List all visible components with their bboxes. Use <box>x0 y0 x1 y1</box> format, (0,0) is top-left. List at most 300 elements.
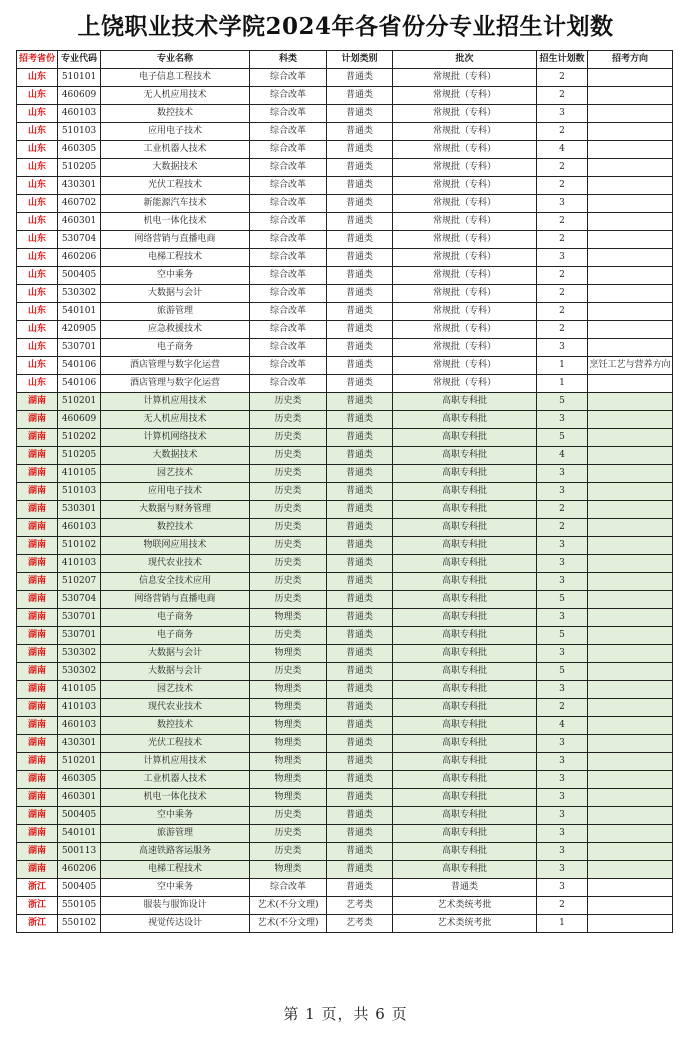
major-name-cell: 电梯工程技术 <box>101 861 250 879</box>
direction-cell <box>588 87 673 105</box>
plan-type-cell: 普通类 <box>327 519 393 537</box>
batch-cell: 高职专科批 <box>393 465 537 483</box>
code-cell: 460305 <box>58 771 101 789</box>
batch-cell: 常规批（专科） <box>393 339 537 357</box>
code-cell: 430301 <box>58 735 101 753</box>
subject-cell: 综合改革 <box>250 357 327 375</box>
count-cell: 3 <box>537 483 588 501</box>
table-row <box>17 339 673 357</box>
batch-cell: 普通类 <box>393 879 537 897</box>
batch-cell: 艺术类统考批 <box>393 915 537 933</box>
major-name-cell: 光伏工程技术 <box>101 177 250 195</box>
plan-type-cell: 艺考类 <box>327 897 393 915</box>
direction-cell <box>588 105 673 123</box>
batch-cell: 常规批（专科） <box>393 87 537 105</box>
code-cell: 460206 <box>58 249 101 267</box>
direction-cell <box>588 897 673 915</box>
batch-cell: 高职专科批 <box>393 663 537 681</box>
count-cell: 2 <box>537 87 588 105</box>
province-cell: 浙江 <box>17 897 58 915</box>
direction-cell <box>588 537 673 555</box>
code-cell: 510103 <box>58 483 101 501</box>
code-cell: 530701 <box>58 609 101 627</box>
count-cell: 3 <box>537 861 588 879</box>
code-cell: 550105 <box>58 897 101 915</box>
province-cell: 山东 <box>17 195 58 213</box>
code-cell: 460702 <box>58 195 101 213</box>
province-cell: 湖南 <box>17 519 58 537</box>
subject-cell: 历史类 <box>250 591 327 609</box>
major-name-cell: 电梯工程技术 <box>101 249 250 267</box>
major-name-cell: 园艺技术 <box>101 465 250 483</box>
plan-type-cell: 普通类 <box>327 465 393 483</box>
subject-cell: 物理类 <box>250 861 327 879</box>
code-cell: 540101 <box>58 303 101 321</box>
plan-type-cell: 普通类 <box>327 447 393 465</box>
table-row <box>17 69 673 87</box>
count-cell: 5 <box>537 627 588 645</box>
major-name-cell: 旅游管理 <box>101 825 250 843</box>
major-name-cell: 空中乘务 <box>101 879 250 897</box>
direction-cell <box>588 753 673 771</box>
table-header-row <box>17 51 673 69</box>
code-cell: 420905 <box>58 321 101 339</box>
direction-cell <box>588 825 673 843</box>
plan-type-cell: 普通类 <box>327 231 393 249</box>
code-cell: 530701 <box>58 627 101 645</box>
batch-cell: 高职专科批 <box>393 429 537 447</box>
count-cell: 3 <box>537 843 588 861</box>
province-cell: 湖南 <box>17 753 58 771</box>
plan-type-cell: 普通类 <box>327 735 393 753</box>
major-name-cell: 应急救援技术 <box>101 321 250 339</box>
count-cell: 2 <box>537 285 588 303</box>
table-row <box>17 627 673 645</box>
province-cell: 湖南 <box>17 573 58 591</box>
code-cell: 550102 <box>58 915 101 933</box>
direction-cell <box>588 645 673 663</box>
major-name-cell: 大数据技术 <box>101 159 250 177</box>
code-cell: 510101 <box>58 69 101 87</box>
province-cell: 山东 <box>17 87 58 105</box>
direction-cell <box>588 573 673 591</box>
major-name-cell: 物联网应用技术 <box>101 537 250 555</box>
major-name-cell: 数控技术 <box>101 105 250 123</box>
batch-cell: 高职专科批 <box>393 483 537 501</box>
table-row <box>17 699 673 717</box>
batch-cell: 高职专科批 <box>393 735 537 753</box>
code-cell: 410103 <box>58 555 101 573</box>
code-cell: 510103 <box>58 123 101 141</box>
page-title: 上饶职业技术学院2024年各省份分专业招生计划数 <box>77 13 614 40</box>
column-header-subject: 科类 <box>250 51 327 69</box>
direction-cell <box>588 159 673 177</box>
subject-cell: 艺术(不分文理) <box>250 915 327 933</box>
count-cell: 1 <box>537 357 588 375</box>
province-cell: 湖南 <box>17 789 58 807</box>
major-name-cell: 空中乘务 <box>101 267 250 285</box>
province-cell: 山东 <box>17 285 58 303</box>
direction-cell <box>588 555 673 573</box>
plan-type-cell: 普通类 <box>327 771 393 789</box>
batch-cell: 常规批（专科） <box>393 267 537 285</box>
plan-type-cell: 普通类 <box>327 195 393 213</box>
plan-type-cell: 普通类 <box>327 213 393 231</box>
major-name-cell: 旅游管理 <box>101 303 250 321</box>
subject-cell: 历史类 <box>250 627 327 645</box>
major-name-cell: 信息安全技术应用 <box>101 573 250 591</box>
batch-cell: 高职专科批 <box>393 537 537 555</box>
major-name-cell: 计算机网络技术 <box>101 429 250 447</box>
subject-cell: 综合改革 <box>250 249 327 267</box>
direction-cell <box>588 843 673 861</box>
batch-cell: 常规批（专科） <box>393 213 537 231</box>
count-cell: 2 <box>537 231 588 249</box>
direction-cell <box>588 375 673 393</box>
major-name-cell: 计算机应用技术 <box>101 753 250 771</box>
table-row <box>17 141 673 159</box>
province-cell: 山东 <box>17 249 58 267</box>
direction-cell <box>588 627 673 645</box>
count-cell: 3 <box>537 537 588 555</box>
count-cell: 3 <box>537 411 588 429</box>
direction-cell <box>588 393 673 411</box>
subject-cell: 综合改革 <box>250 87 327 105</box>
direction-cell <box>588 681 673 699</box>
plan-type-cell: 普通类 <box>327 357 393 375</box>
plan-type-cell: 普通类 <box>327 249 393 267</box>
plan-type-cell: 普通类 <box>327 573 393 591</box>
count-cell: 3 <box>537 753 588 771</box>
code-cell: 540106 <box>58 375 101 393</box>
code-cell: 460206 <box>58 861 101 879</box>
batch-cell: 高职专科批 <box>393 519 537 537</box>
province-cell: 山东 <box>17 321 58 339</box>
count-cell: 2 <box>537 177 588 195</box>
subject-cell: 物理类 <box>250 681 327 699</box>
code-cell: 500405 <box>58 879 101 897</box>
code-cell: 510205 <box>58 159 101 177</box>
table-row <box>17 735 673 753</box>
count-cell: 2 <box>537 303 588 321</box>
plan-type-cell: 普通类 <box>327 753 393 771</box>
column-header-direction: 招考方向 <box>588 51 673 69</box>
table-row <box>17 501 673 519</box>
plan-type-cell: 普通类 <box>327 375 393 393</box>
plan-type-cell: 普通类 <box>327 537 393 555</box>
count-cell: 3 <box>537 195 588 213</box>
plan-type-cell: 普通类 <box>327 69 393 87</box>
table-row <box>17 861 673 879</box>
province-cell: 山东 <box>17 375 58 393</box>
province-cell: 湖南 <box>17 699 58 717</box>
column-header-batch: 批次 <box>393 51 537 69</box>
code-cell: 510102 <box>58 537 101 555</box>
plan-type-cell: 普通类 <box>327 825 393 843</box>
batch-cell: 常规批（专科） <box>393 375 537 393</box>
province-cell: 湖南 <box>17 843 58 861</box>
code-cell: 460305 <box>58 141 101 159</box>
major-name-cell: 电子商务 <box>101 609 250 627</box>
code-cell: 500405 <box>58 807 101 825</box>
major-name-cell: 大数据与会计 <box>101 285 250 303</box>
code-cell: 540101 <box>58 825 101 843</box>
major-name-cell: 无人机应用技术 <box>101 411 250 429</box>
plan-type-cell: 普通类 <box>327 609 393 627</box>
subject-cell: 历史类 <box>250 573 327 591</box>
table-row <box>17 249 673 267</box>
province-cell: 湖南 <box>17 645 58 663</box>
table-row <box>17 87 673 105</box>
direction-cell <box>588 717 673 735</box>
table-row <box>17 681 673 699</box>
subject-cell: 综合改革 <box>250 303 327 321</box>
province-cell: 湖南 <box>17 735 58 753</box>
count-cell: 1 <box>537 375 588 393</box>
plan-type-cell: 普通类 <box>327 663 393 681</box>
plan-type-cell: 普通类 <box>327 429 393 447</box>
batch-cell: 高职专科批 <box>393 753 537 771</box>
count-cell: 3 <box>537 465 588 483</box>
count-cell: 2 <box>537 213 588 231</box>
code-cell: 530302 <box>58 285 101 303</box>
direction-cell <box>588 789 673 807</box>
count-cell: 2 <box>537 321 588 339</box>
subject-cell: 综合改革 <box>250 339 327 357</box>
page-footer: 第 1 页，共 6 页 <box>283 1005 408 1023</box>
table-row <box>17 411 673 429</box>
plan-type-cell: 普通类 <box>327 321 393 339</box>
direction-cell <box>588 735 673 753</box>
count-cell: 2 <box>537 501 588 519</box>
batch-cell: 高职专科批 <box>393 717 537 735</box>
batch-cell: 常规批（专科） <box>393 177 537 195</box>
plan-type-cell: 普通类 <box>327 483 393 501</box>
province-cell: 湖南 <box>17 447 58 465</box>
subject-cell: 历史类 <box>250 393 327 411</box>
province-cell: 湖南 <box>17 807 58 825</box>
direction-cell <box>588 429 673 447</box>
batch-cell: 高职专科批 <box>393 555 537 573</box>
province-cell: 湖南 <box>17 411 58 429</box>
province-cell: 湖南 <box>17 609 58 627</box>
batch-cell: 高职专科批 <box>393 573 537 591</box>
direction-cell <box>588 861 673 879</box>
count-cell: 2 <box>537 519 588 537</box>
table-row <box>17 591 673 609</box>
plan-type-cell: 普通类 <box>327 123 393 141</box>
column-header-province: 招考省份 <box>17 51 58 69</box>
subject-cell: 历史类 <box>250 519 327 537</box>
direction-cell <box>588 915 673 933</box>
province-cell: 湖南 <box>17 393 58 411</box>
subject-cell: 历史类 <box>250 483 327 501</box>
table-row <box>17 447 673 465</box>
batch-cell: 高职专科批 <box>393 645 537 663</box>
direction-cell <box>588 339 673 357</box>
plan-type-cell: 普通类 <box>327 789 393 807</box>
province-cell: 湖南 <box>17 591 58 609</box>
table-row <box>17 717 673 735</box>
subject-cell: 综合改革 <box>250 375 327 393</box>
code-cell: 460103 <box>58 519 101 537</box>
table-row <box>17 303 673 321</box>
count-cell: 2 <box>537 897 588 915</box>
major-name-cell: 数控技术 <box>101 519 250 537</box>
province-cell: 山东 <box>17 177 58 195</box>
table-row <box>17 195 673 213</box>
direction-cell <box>588 465 673 483</box>
subject-cell: 历史类 <box>250 843 327 861</box>
count-cell: 3 <box>537 681 588 699</box>
province-cell: 湖南 <box>17 429 58 447</box>
subject-cell: 艺术(不分文理) <box>250 897 327 915</box>
province-cell: 湖南 <box>17 483 58 501</box>
plan-type-cell: 普通类 <box>327 285 393 303</box>
code-cell: 460301 <box>58 789 101 807</box>
subject-cell: 物理类 <box>250 771 327 789</box>
subject-cell: 综合改革 <box>250 267 327 285</box>
plan-type-cell: 艺考类 <box>327 915 393 933</box>
direction-cell <box>588 231 673 249</box>
table-row <box>17 573 673 591</box>
plan-type-cell: 普通类 <box>327 717 393 735</box>
direction-cell <box>588 807 673 825</box>
major-name-cell: 工业机器人技术 <box>101 141 250 159</box>
table-row <box>17 231 673 249</box>
plan-type-cell: 普通类 <box>327 159 393 177</box>
major-name-cell: 高速铁路客运服务 <box>101 843 250 861</box>
plan-type-cell: 普通类 <box>327 303 393 321</box>
table-row <box>17 897 673 915</box>
plan-type-cell: 普通类 <box>327 627 393 645</box>
subject-cell: 综合改革 <box>250 321 327 339</box>
major-name-cell: 大数据与财务管理 <box>101 501 250 519</box>
direction-cell <box>588 411 673 429</box>
direction-cell <box>588 249 673 267</box>
subject-cell: 综合改革 <box>250 105 327 123</box>
batch-cell: 高职专科批 <box>393 411 537 429</box>
count-cell: 3 <box>537 105 588 123</box>
major-name-cell: 酒店管理与数字化运营 <box>101 375 250 393</box>
table-row <box>17 159 673 177</box>
province-cell: 浙江 <box>17 879 58 897</box>
subject-cell: 历史类 <box>250 465 327 483</box>
table-row <box>17 267 673 285</box>
subject-cell: 历史类 <box>250 429 327 447</box>
column-header-count: 招生计划数 <box>537 51 588 69</box>
province-cell: 山东 <box>17 339 58 357</box>
major-name-cell: 电子商务 <box>101 339 250 357</box>
batch-cell: 高职专科批 <box>393 591 537 609</box>
count-cell: 3 <box>537 807 588 825</box>
major-name-cell: 机电一体化技术 <box>101 213 250 231</box>
count-cell: 3 <box>537 789 588 807</box>
major-name-cell: 大数据与会计 <box>101 645 250 663</box>
subject-cell: 历史类 <box>250 411 327 429</box>
table-row <box>17 537 673 555</box>
batch-cell: 高职专科批 <box>393 393 537 411</box>
count-cell: 1 <box>537 915 588 933</box>
subject-cell: 历史类 <box>250 555 327 573</box>
plan-type-cell: 普通类 <box>327 681 393 699</box>
code-cell: 510202 <box>58 429 101 447</box>
code-cell: 430301 <box>58 177 101 195</box>
province-cell: 山东 <box>17 231 58 249</box>
direction-cell <box>588 591 673 609</box>
province-cell: 山东 <box>17 303 58 321</box>
direction-cell <box>588 321 673 339</box>
batch-cell: 高职专科批 <box>393 771 537 789</box>
batch-cell: 常规批（专科） <box>393 249 537 267</box>
subject-cell: 综合改革 <box>250 141 327 159</box>
code-cell: 500113 <box>58 843 101 861</box>
province-cell: 山东 <box>17 123 58 141</box>
enrollment-plan-table <box>16 50 673 933</box>
table-row <box>17 789 673 807</box>
province-cell: 山东 <box>17 159 58 177</box>
province-cell: 湖南 <box>17 465 58 483</box>
code-cell: 510207 <box>58 573 101 591</box>
count-cell: 5 <box>537 393 588 411</box>
table-row <box>17 375 673 393</box>
direction-cell <box>588 195 673 213</box>
plan-type-cell: 普通类 <box>327 645 393 663</box>
batch-cell: 高职专科批 <box>393 699 537 717</box>
major-name-cell: 视觉传达设计 <box>101 915 250 933</box>
code-cell: 510201 <box>58 753 101 771</box>
major-name-cell: 应用电子技术 <box>101 123 250 141</box>
subject-cell: 综合改革 <box>250 231 327 249</box>
subject-cell: 综合改革 <box>250 285 327 303</box>
table-row <box>17 285 673 303</box>
subject-cell: 物理类 <box>250 789 327 807</box>
batch-cell: 高职专科批 <box>393 501 537 519</box>
table-body <box>17 69 673 933</box>
direction-cell <box>588 501 673 519</box>
province-cell: 湖南 <box>17 555 58 573</box>
province-cell: 山东 <box>17 105 58 123</box>
plan-type-cell: 普通类 <box>327 879 393 897</box>
count-cell: 3 <box>537 555 588 573</box>
subject-cell: 物理类 <box>250 645 327 663</box>
direction-cell <box>588 663 673 681</box>
province-cell: 湖南 <box>17 501 58 519</box>
count-cell: 2 <box>537 267 588 285</box>
batch-cell: 艺术类统考批 <box>393 897 537 915</box>
table-row <box>17 177 673 195</box>
table-row <box>17 213 673 231</box>
count-cell: 4 <box>537 141 588 159</box>
province-cell: 湖南 <box>17 717 58 735</box>
major-name-cell: 园艺技术 <box>101 681 250 699</box>
direction-cell <box>588 771 673 789</box>
batch-cell: 常规批（专科） <box>393 105 537 123</box>
plan-type-cell: 普通类 <box>327 843 393 861</box>
batch-cell: 常规批（专科） <box>393 357 537 375</box>
subject-cell: 历史类 <box>250 447 327 465</box>
code-cell: 460103 <box>58 717 101 735</box>
batch-cell: 高职专科批 <box>393 807 537 825</box>
subject-cell: 综合改革 <box>250 195 327 213</box>
column-header-plan-type: 计划类别 <box>327 51 393 69</box>
batch-cell: 常规批（专科） <box>393 285 537 303</box>
plan-type-cell: 普通类 <box>327 555 393 573</box>
province-cell: 湖南 <box>17 627 58 645</box>
province-cell: 湖南 <box>17 663 58 681</box>
code-cell: 530704 <box>58 231 101 249</box>
subject-cell: 历史类 <box>250 807 327 825</box>
